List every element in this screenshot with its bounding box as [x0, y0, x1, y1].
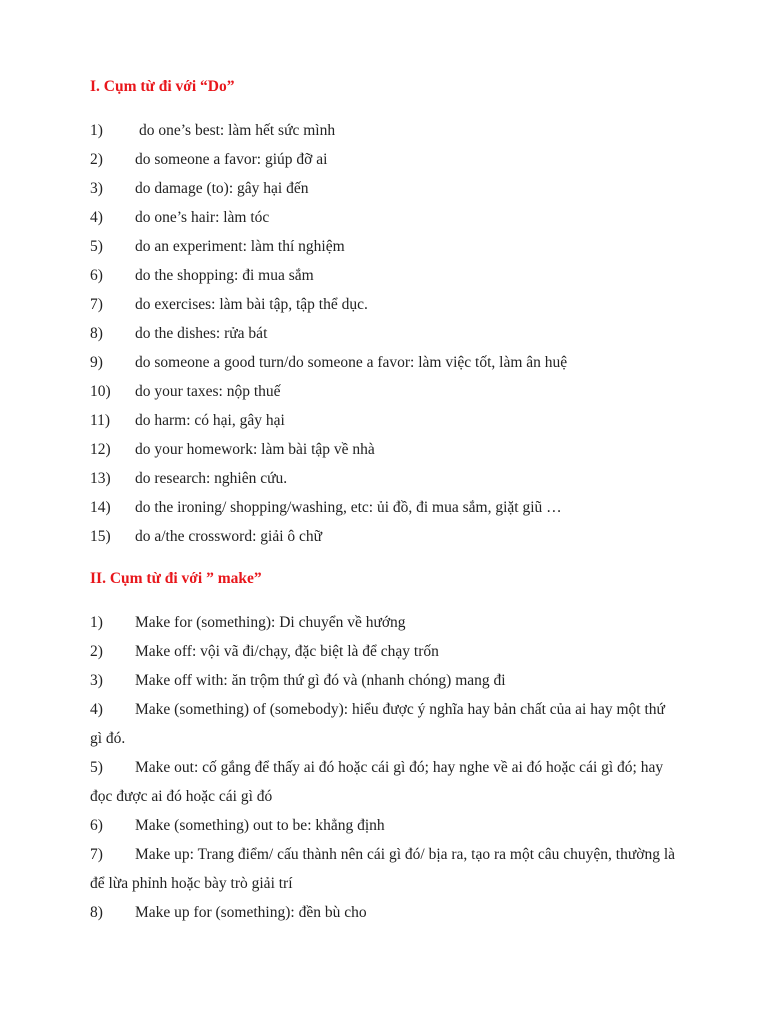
item-number: 7): [90, 846, 103, 863]
item-number: 15): [90, 528, 111, 545]
item-number: 6): [90, 817, 103, 834]
list-item: [90, 695, 680, 753]
item-number: 8): [90, 325, 103, 342]
item-text: Make off with: ăn trộm thứ gì đó và (nhanh chóng) mang đi: [135, 672, 506, 689]
section-heading-make: II. Cụm từ đi với ” make”: [90, 570, 262, 587]
list-item: [90, 203, 680, 232]
list-item: [90, 811, 680, 840]
item-text: Make off: vội vã đi/chạy, đặc biệt là để chạy trốn: [135, 643, 439, 660]
section-heading-do: I. Cụm từ đi với “Do”: [90, 78, 235, 95]
do-phrase-list: [90, 116, 680, 551]
list-item: [90, 116, 680, 145]
list-item: [90, 174, 680, 203]
list-item: [90, 898, 680, 927]
list-item: [90, 348, 680, 377]
item-text: Make for (something): Di chuyển về hướng: [135, 614, 406, 631]
item-text: do the shopping: đi mua sắm: [135, 267, 314, 284]
item-number: 9): [90, 354, 103, 371]
item-text: do your homework: làm bài tập về nhà: [135, 441, 375, 458]
item-number: 1): [90, 614, 103, 631]
item-number: 4): [90, 701, 103, 718]
item-number: 8): [90, 904, 103, 921]
item-text: do one’s best: làm hết sức mình: [139, 122, 336, 139]
item-number: 4): [90, 209, 103, 226]
list-item: [90, 261, 680, 290]
item-text: Make up: Trang điểm/ cấu thành nên cái gì đó/ bịa ra, tạo ra một câu chuyện, thường là để lừa phỉnh hoặc bày trò giải trí: [90, 846, 676, 892]
item-text: Make up for (something): đền bù cho: [135, 904, 367, 921]
item-number: 10): [90, 383, 111, 400]
item-number: 2): [90, 151, 103, 168]
list-item: [90, 290, 680, 319]
item-text: Make out: cố gắng để thấy ai đó hoặc cái gì đó; hay nghe về ai đó hoặc cái gì đó; hay đọc được ai đó hoặc cái gì đó: [90, 759, 664, 805]
item-number: 5): [90, 759, 103, 776]
item-text: do someone a favor: giúp đỡ ai: [135, 151, 328, 168]
list-item: [90, 637, 680, 666]
list-item: [90, 608, 680, 637]
list-item: [90, 232, 680, 261]
list-item: [90, 666, 680, 695]
item-number: 1): [90, 122, 103, 139]
list-item: [90, 406, 680, 435]
item-number: 12): [90, 441, 111, 458]
item-number: 3): [90, 180, 103, 197]
item-number: 2): [90, 643, 103, 660]
list-item: [90, 377, 680, 406]
list-item: [90, 522, 680, 551]
item-number: 3): [90, 672, 103, 689]
item-text: do one’s hair: làm tóc: [135, 209, 270, 226]
list-item: [90, 840, 680, 898]
item-text: do an experiment: làm thí nghiệm: [135, 238, 345, 255]
list-item: [90, 493, 680, 522]
item-number: 11): [90, 412, 111, 429]
list-item: [90, 753, 680, 811]
make-phrase-list: [90, 608, 680, 927]
item-text: do research: nghiên cứu.: [135, 470, 288, 487]
item-number: 5): [90, 238, 103, 255]
item-text: Make (something) out to be: khẳng định: [135, 817, 385, 834]
item-number: 6): [90, 267, 103, 284]
item-number: 13): [90, 470, 111, 487]
item-text: Make (something) of (somebody): hiểu được ý nghĩa hay bản chất của ai hay một thứ gì đó.: [90, 701, 665, 747]
item-text: do exercises: làm bài tập, tập thể dục.: [135, 296, 368, 313]
list-item: [90, 435, 680, 464]
item-text: do someone a good turn/do someone a favor: làm việc tốt, làm ân huệ: [135, 354, 568, 371]
item-text: do the ironing/ shopping/washing, etc: ủi đồ, đi mua sắm, giặt giũ …: [135, 499, 562, 516]
item-text: do the dishes: rửa bát: [135, 325, 268, 342]
item-number: 14): [90, 499, 111, 516]
item-number: 7): [90, 296, 103, 313]
item-text: do damage (to): gây hại đến: [135, 180, 309, 197]
item-text: do your taxes: nộp thuế: [135, 383, 281, 400]
item-text: do harm: có hại, gây hại: [135, 412, 285, 429]
list-item: [90, 319, 680, 348]
list-item: [90, 464, 680, 493]
item-text: do a/the crossword: giải ô chữ: [135, 528, 323, 545]
list-item: [90, 145, 680, 174]
